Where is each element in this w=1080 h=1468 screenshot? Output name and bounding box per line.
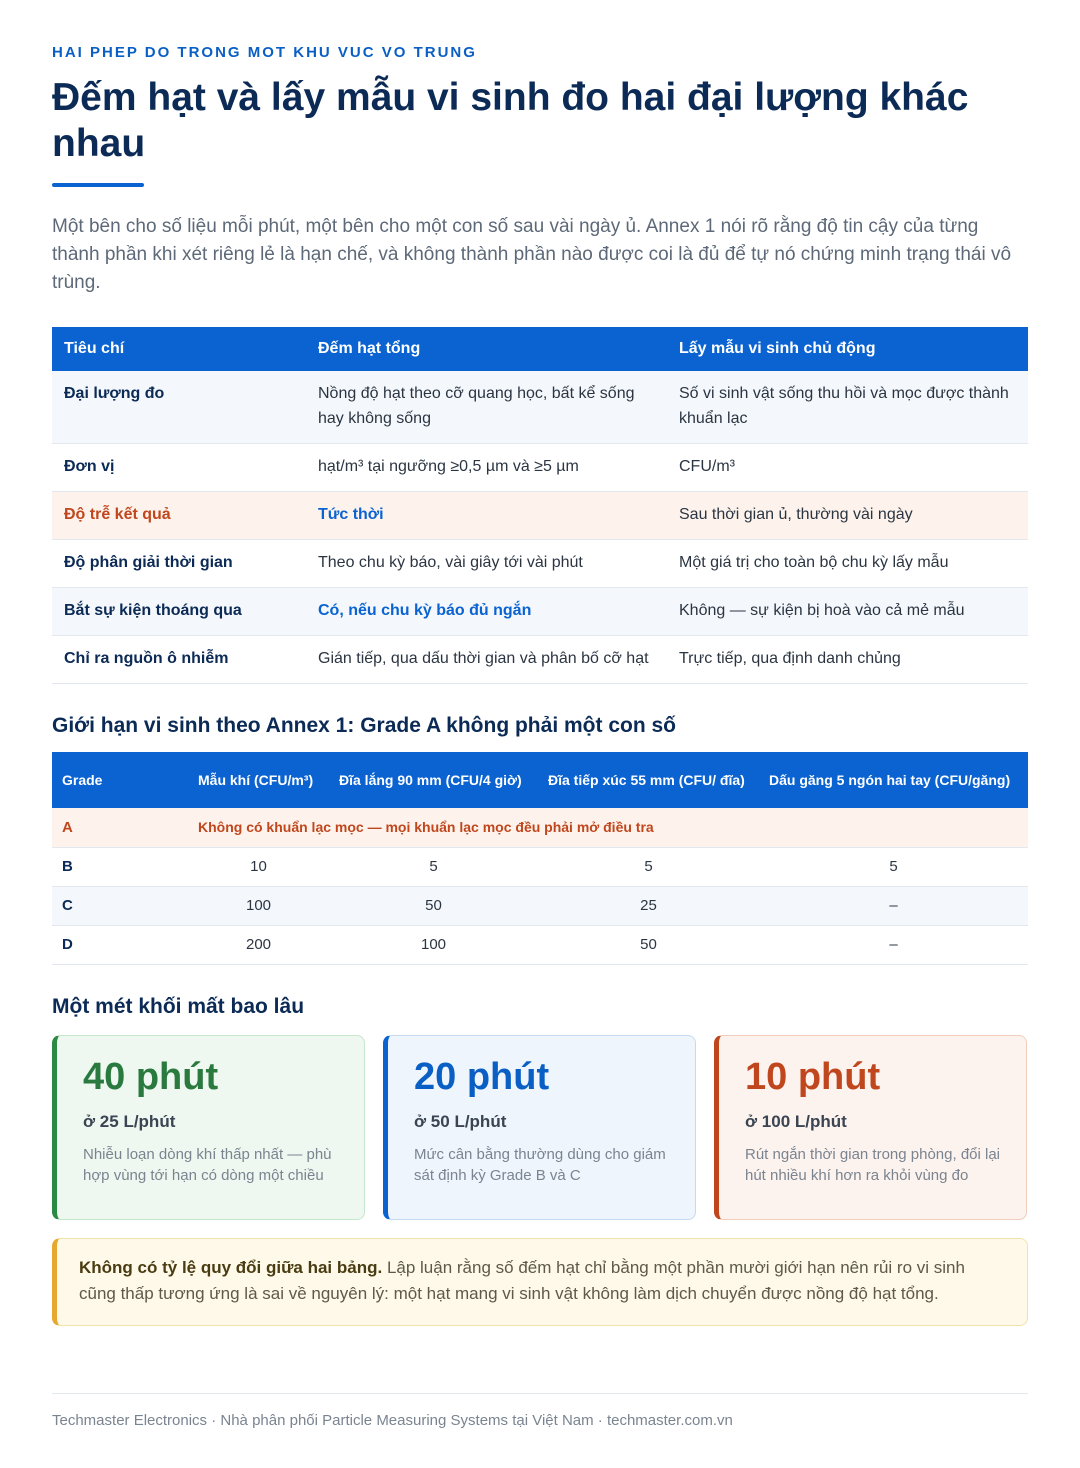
volume-heading: Một mét khối mất bao lâu: [52, 994, 305, 1018]
limits-table: [52, 752, 1028, 965]
table-row: [52, 444, 1028, 492]
lead-paragraph: Một bên cho số liệu mỗi phút, một bên cho một con số sau vài ngày ủ. Annex 1 nói rõ rằng độ tin cậy của từng thành phần khi xét riêng lẻ là hạn chế, và không thành phần nào được coi là đủ để tự nó chứng minh trạng thái vô trùng.: [52, 216, 1012, 293]
cell: 200: [188, 925, 329, 964]
grade-a-note: Không có khuẩn lạc mọc — mọi khuẩn lạc mọc đều phải mở điều tra: [188, 808, 1028, 847]
card-description: Mức cân bằng thường dùng cho giám sát định kỳ Grade B và C: [414, 1145, 666, 1184]
cell: Trực tiếp, qua định danh chủng: [667, 636, 1028, 684]
cell: CFU/m³: [667, 444, 1028, 492]
grade-label: D: [52, 925, 188, 964]
col-criteria: Tiêu chí: [52, 327, 306, 371]
col-air-sample: Mẫu khí (CFU/m³): [188, 752, 329, 808]
table-row: [52, 886, 1028, 925]
cell: –: [759, 925, 1028, 964]
card-description: Rút ngắn thời gian trong phòng, đổi lại hút nhiều khí hơn ra khỏi vùng đo: [745, 1145, 1001, 1184]
card-duration: 10 phút: [745, 1055, 881, 1098]
table-row: [52, 588, 1028, 636]
row-label: Chỉ ra nguồn ô nhiễm: [52, 636, 306, 684]
table-row: [52, 925, 1028, 964]
cell: Gián tiếp, qua dấu thời gian và phân bố cỡ hạt: [306, 636, 667, 684]
title-underline: [52, 183, 144, 187]
table-row: [52, 636, 1028, 684]
cell: Không — sự kiện bị hoà vào cả mẻ mẫu: [667, 588, 1028, 636]
card-flow-rate: ở 100 L/phút: [745, 1111, 847, 1131]
col-grade: Grade: [52, 752, 188, 808]
cell: 25: [538, 886, 759, 925]
grade-label: B: [52, 847, 188, 886]
card-duration: 40 phút: [83, 1055, 219, 1098]
limits-heading: Giới hạn vi sinh theo Annex 1: Grade A không phải một con số: [52, 714, 676, 737]
cell: Nồng độ hạt theo cỡ quang học, bất kể sống hay không sống: [306, 371, 667, 444]
cell: 5: [538, 847, 759, 886]
card-flow-rate: ở 25 L/phút: [83, 1111, 176, 1131]
cell: Tức thời: [306, 492, 667, 540]
col-glove-print: Dấu găng 5 ngón hai tay (CFU/găng): [759, 752, 1028, 808]
page-title: Đếm hạt và lấy mẫu vi sinh đo hai đại lượng khác nhau: [52, 76, 969, 165]
cell: Sau thời gian ủ, thường vài ngày: [667, 492, 1028, 540]
cell: hạt/m³ tại ngưỡng ≥0,5 µm và ≥5 µm: [306, 444, 667, 492]
volume-cards: [52, 1035, 1028, 1220]
table-row: [52, 847, 1028, 886]
col-particle-count: Đếm hạt tổng: [306, 327, 667, 371]
callout-text: Lập luận rằng số đếm hạt chỉ bằng một phần mười giới hạn nên rủi ro vi sinh cũng thấp tương ứng là sai về nguyên lý: một hạt mang vi sinh vật không làm dịch chuyển được nồng độ hạt tổng.: [79, 1257, 965, 1303]
card-description: Nhiễu loạn dòng khí thấp nhất — phù hợp vùng tới hạn có dòng một chiều: [83, 1145, 332, 1184]
comparison-table: [52, 327, 1028, 684]
cell: 10: [188, 847, 329, 886]
cell: Có, nếu chu kỳ báo đủ ngắn: [306, 588, 667, 636]
cell: 50: [329, 886, 538, 925]
table-row: [52, 371, 1028, 444]
cell: 50: [538, 925, 759, 964]
callout-bold: Không có tỷ lệ quy đổi giữa hai bảng.: [79, 1257, 383, 1277]
cell: 100: [329, 925, 538, 964]
page: [52, 44, 1028, 1326]
cell: Theo chu kỳ báo, vài giây tới vài phút: [306, 540, 667, 588]
row-label: Độ trễ kết quả: [52, 492, 306, 540]
grade-label: C: [52, 886, 188, 925]
col-microbial-sampling: Lấy mẫu vi sinh chủ động: [667, 327, 1028, 371]
grade-a-row: [52, 808, 1028, 847]
col-contact-plate: Đĩa tiếp xúc 55 mm (CFU/ đĩa): [538, 752, 759, 808]
cell: 5: [329, 847, 538, 886]
cell: –: [759, 886, 1028, 925]
grade-label: A: [52, 808, 188, 847]
table-row-highlight: [52, 492, 1028, 540]
card-flow-rate: ở 50 L/phút: [414, 1111, 507, 1131]
cell: 5: [759, 847, 1028, 886]
comparison-header-row: [52, 327, 1028, 371]
col-settle-plate: Đĩa lắng 90 mm (CFU/4 giờ): [329, 752, 538, 808]
cell: Số vi sinh vật sống thu hồi và mọc được thành khuẩn lạc: [667, 371, 1028, 444]
cell: Một giá trị cho toàn bộ chu kỳ lấy mẫu: [667, 540, 1028, 588]
row-label: Độ phân giải thời gian: [52, 540, 306, 588]
card-duration: 20 phút: [414, 1055, 550, 1098]
row-label: Đại lượng đo: [52, 371, 306, 444]
eyebrow: HAI PHEP DO TRONG MOT KHU VUC VO TRUNG: [52, 44, 477, 61]
footer: Techmaster Electronics · Nhà phân phối Particle Measuring Systems tại Việt Nam · techmaster.com.vn: [52, 1393, 1028, 1429]
table-row: [52, 540, 1028, 588]
card-100-lpm: [714, 1035, 1027, 1220]
row-label: Bắt sự kiện thoáng qua: [52, 588, 306, 636]
card-25-lpm: [52, 1035, 365, 1220]
warning-callout: [52, 1238, 1028, 1326]
cell: 100: [188, 886, 329, 925]
card-50-lpm: [383, 1035, 696, 1220]
limits-header-row: [52, 752, 1028, 808]
row-label: Đơn vị: [52, 444, 306, 492]
